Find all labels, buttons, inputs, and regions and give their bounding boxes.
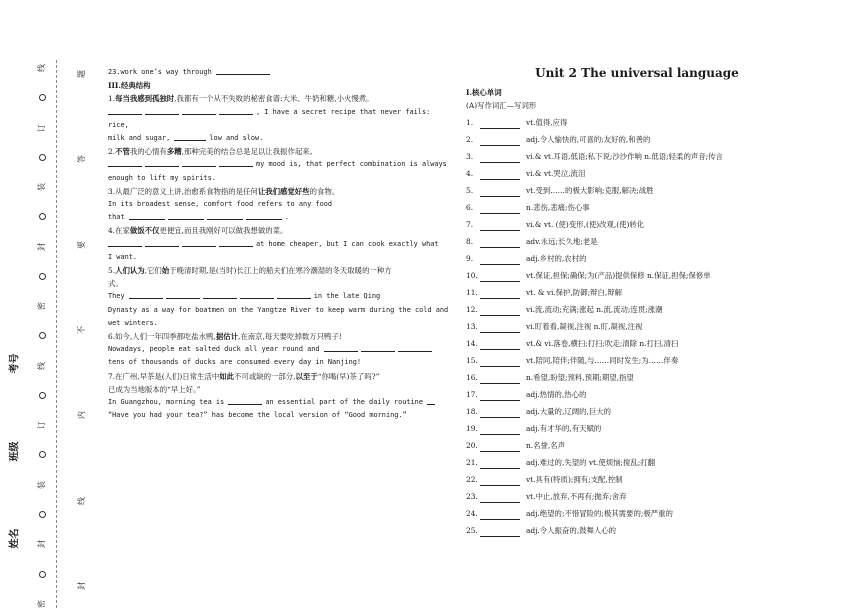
vocab-number: 21. [466, 458, 478, 468]
name-label: 姓名 [9, 528, 21, 549]
seal-char: 线 [37, 361, 46, 370]
vocab-row [466, 265, 800, 282]
answer-blank[interactable] [480, 120, 520, 129]
answer-blank[interactable] [480, 137, 520, 146]
sentence-3-en: In its broadest sense, comfort food refers to any food [108, 200, 333, 209]
vocab-row [466, 231, 800, 248]
vocab-number: 12. [466, 305, 478, 315]
vocab-row [466, 248, 800, 265]
answer-blank[interactable] [129, 211, 165, 220]
sentence-4-en: at home cheaper, but I can cook exactly what [108, 238, 454, 251]
vocab-number: 8. [466, 237, 474, 247]
vocab-number: 7. [466, 220, 474, 230]
binding-circle [39, 154, 46, 161]
vocab-definition: adj.令人振奋的,鼓舞人心的 [526, 526, 617, 536]
vocab-number: 19. [466, 424, 478, 434]
vocab-definition: adj.绝望的;不惜冒险的;极其需要的;极严重的 [526, 509, 673, 519]
sentence-3-cn: 3.从最广泛的意义上讲,治愈系食物指的是任何让我们感觉好些的食物。 [108, 186, 340, 196]
answer-blank[interactable] [480, 528, 520, 537]
vocab-definition: n.悲伤,悲痛;伤心事 [526, 203, 590, 213]
seal-char: 订 [37, 421, 46, 430]
answer-blank[interactable] [219, 238, 253, 247]
answer-blank[interactable] [480, 205, 520, 214]
vocab-definition: adj.乡村的,农村的 [526, 254, 587, 264]
vocab-definition: vt.具有(特质);拥有;支配,控制 [526, 475, 623, 485]
sentence-6-cn: 6.如今,人们一年四季都吃盐水鸭,据估计,在南京,每天要吃掉数万只鸭子! [108, 332, 342, 342]
vocab-row [466, 180, 800, 197]
vocab-number: 23. [466, 492, 478, 502]
seal-char: 封 [37, 540, 46, 549]
sentence-6-en-cont: tens of thousands of ducks are consumed every day in Nanjing! [108, 358, 362, 367]
sentence-7-cn: 7.在广州,早茶是(人们)日常生活中如此不可或缺的一部分,以至于“你喝(早)茶了吗?” [108, 371, 380, 381]
vocab-row [466, 384, 800, 401]
vocab-number: 13. [466, 322, 478, 332]
vocab-subheading: (A)写作词汇—写词形 [466, 101, 537, 111]
vocab-row [466, 503, 800, 520]
right-column [466, 64, 800, 537]
sentence-5-cn-cont: 式。 [108, 279, 123, 289]
vocab-row [466, 452, 800, 469]
answer-blank[interactable] [145, 158, 179, 167]
answer-blank[interactable] [480, 409, 520, 418]
vocab-number: 3. [466, 152, 474, 162]
vocab-definition: vt.陪同,陪伴;伴随,与……同时发生;为……伴奏 [526, 356, 679, 366]
answer-blank[interactable] [480, 375, 520, 384]
sentence-4-en-cont: I want. [108, 252, 138, 261]
binding-circle [39, 94, 46, 101]
answer-blank[interactable] [480, 426, 520, 435]
binding-circle [39, 273, 46, 280]
seal-dashed-line [56, 60, 57, 608]
sentence-3-en-cont: that . [108, 213, 289, 222]
answer-blank[interactable] [480, 307, 520, 316]
student-info [2, 353, 24, 549]
section-heading: III.经典结构 [108, 81, 151, 91]
seal-char: 密 [37, 599, 46, 608]
vocab-number: 25. [466, 526, 478, 536]
sentence-1-en-cont: milk and sugar, low and slow. [108, 134, 264, 143]
answer-blank[interactable] [427, 396, 435, 405]
vocab-definition: adj.令人愉快的,可喜的;友好的,和善的 [526, 135, 651, 145]
vocab-definition: n.名誉,名声 [526, 441, 566, 451]
sentence-2-en: my mood is, that perfect combination is always [108, 158, 454, 171]
vocab-definition: vi.& vt.耳语,低语;私下说;沙沙作响 n.低语;轻柔的声音;传言 [526, 152, 723, 162]
seal-char: 线 [37, 64, 46, 72]
vocab-row [466, 197, 800, 214]
notice-char: 要 [77, 240, 86, 249]
vocab-number: 24. [466, 509, 478, 519]
vocab-definition: adj.有才华的,有天赋的 [526, 424, 602, 434]
answer-blank[interactable] [129, 290, 163, 299]
binding-circle [39, 571, 46, 578]
binding-circle [39, 511, 46, 518]
vocab-definition: vt.保证,担保;确保;为(产品)提供保修 n.保证,担保;保修单 [526, 271, 711, 281]
answer-blank[interactable] [480, 188, 520, 197]
answer-blank[interactable] [480, 358, 520, 367]
sentence-7-en-cont: “Have you had your tea?” has become the local version of “Good morning.” [108, 411, 407, 420]
answer-blank[interactable] [219, 158, 253, 167]
seal-char: 封 [37, 242, 46, 251]
vocab-number: 15. [466, 356, 478, 366]
notice-char: 题 [77, 70, 86, 78]
answer-blank[interactable] [480, 477, 520, 486]
vocab-row [466, 299, 800, 316]
vocab-definition: adv.永远;长久地;老是 [526, 237, 598, 247]
binding-circle [39, 332, 46, 339]
vocab-definition: adj.大量的,辽阔的,巨大的 [526, 407, 611, 417]
vocab-row [466, 282, 800, 299]
sentence-7-cn-cont: 已成为当地版本的“早上好。” [108, 384, 201, 394]
vocab-number: 9. [466, 254, 474, 264]
sentence-5-en: They in the late Qing [108, 292, 381, 301]
vocab-number: 16. [466, 373, 478, 383]
answer-blank[interactable] [240, 290, 274, 299]
answer-blank[interactable] [219, 106, 253, 115]
notice-char: 线 [77, 496, 86, 505]
vocab-row [466, 316, 800, 333]
binding-circle [39, 392, 46, 399]
vocab-definition: vi.盯着看,凝视,注视 n.盯,凝视,注视 [526, 322, 643, 332]
answer-blank[interactable] [480, 460, 520, 469]
answer-blank[interactable] [480, 392, 520, 401]
answer-blank[interactable] [277, 290, 311, 299]
answer-blank[interactable] [480, 494, 520, 503]
answer-blank[interactable] [480, 341, 520, 350]
sentence-6-en: Nowadays, people eat salted duck all year round and [108, 343, 454, 356]
vocab-row [466, 129, 800, 146]
answer-blank[interactable] [145, 106, 179, 115]
vocab-number: 20. [466, 441, 478, 451]
notice-char: 封 [77, 581, 86, 590]
vocab-row [466, 350, 800, 367]
seal-char: 装 [37, 183, 46, 192]
answer-blank[interactable] [480, 222, 520, 231]
vocab-definition: adj.难过的,失望的 vt.使烦恼;搅乱;打翻 [526, 458, 656, 468]
vocab-row [466, 214, 800, 231]
vocab-number: 14. [466, 339, 478, 349]
sentence-5-en-end: wet winters. [108, 318, 158, 327]
binding-circle [39, 213, 46, 220]
vocab-row [466, 146, 800, 163]
sentence-1-cn: 1.每当我感到孤独时,我都有一个从不失败的秘密食谱:大米、牛奶和糖,小火慢煮。 [108, 94, 374, 104]
answer-blank[interactable] [324, 343, 358, 352]
vocab-definition: vt. & vi.保护,防御;辩白,辩解 [526, 288, 622, 298]
binding-margin [0, 0, 100, 608]
vocab-number: 5. [466, 186, 474, 196]
binding-circle [39, 451, 46, 458]
sentence-1-en: , I have a secret recipe that never fails: rice, [108, 107, 431, 129]
vocab-number: 10. [466, 271, 478, 281]
vocab-definition: vt.中止,放弃,不再有;抛弃;舍弃 [526, 492, 627, 502]
vocab-row [466, 486, 800, 503]
answer-blank[interactable] [246, 211, 282, 220]
answer-blank[interactable] [145, 238, 179, 247]
left-column [108, 66, 454, 422]
vocab-definition: vi.& vt.哭泣,流泪 [526, 169, 586, 179]
vocab-number: 1. [466, 118, 474, 128]
vocab-definition: vi.流,流动;充满;涨起 n.流,流动;连贯;涨潮 [526, 305, 663, 315]
seal-line-text [34, 64, 50, 608]
answer-blank[interactable] [182, 158, 216, 167]
vocab-number: 6. [466, 203, 474, 213]
vocab-number: 18. [466, 407, 478, 417]
notice-char: 不 [77, 325, 86, 334]
sentence-5-cn: 5.人们认为,它们始于晚清时期,是(当时)长江上的船夫们在寒冷潮湿的冬天取暖的一种方 [108, 266, 392, 276]
answer-blank[interactable] [168, 211, 204, 220]
exam-number-label: 考号 [9, 353, 21, 374]
answer-blank[interactable] [361, 343, 395, 352]
vocab-number: 22. [466, 475, 478, 485]
sentence-2-en-cont: enough to lift my spirits. [108, 173, 216, 182]
item-23: 23.work one’s way through [108, 66, 454, 79]
answer-blank[interactable] [480, 239, 520, 248]
vocab-definition: vi.& vt. (使)变形,(使)改观,(使)转化 [526, 220, 645, 230]
answer-blank[interactable] [182, 106, 216, 115]
answer-blank[interactable] [480, 171, 520, 180]
notice-char: 答 [77, 155, 86, 164]
answer-blank[interactable] [480, 256, 520, 265]
vocab-definition: n.希望,盼望;预料,预期;期望,指望 [526, 373, 634, 383]
answer-blank[interactable] [203, 290, 237, 299]
answer-blank[interactable] [174, 132, 206, 141]
answer-blank[interactable] [480, 324, 520, 333]
vocab-row [466, 401, 800, 418]
answer-blank[interactable] [480, 290, 520, 299]
vocab-row [466, 435, 800, 452]
vocab-definition: vt.值得,应得 [526, 118, 568, 128]
answer-blank[interactable] [228, 396, 262, 405]
answer-blank[interactable] [480, 443, 520, 452]
notice-char: 内 [77, 411, 86, 420]
answer-blank[interactable] [398, 343, 432, 352]
vocab-definition: vt.受到……的极大影响;克服,解决;战胜 [526, 186, 654, 196]
vocab-row [466, 333, 800, 350]
seal-char: 密 [37, 302, 46, 311]
seal-char: 装 [37, 480, 46, 489]
answer-blank[interactable] [166, 290, 200, 299]
sentence-2-cn: 2.不管我的心情有多糟,那种完美的结合总是足以让我振作起来。 [108, 147, 318, 157]
vocab-number: 17. [466, 390, 478, 400]
answer-blank[interactable] [480, 511, 520, 520]
core-words-heading: Ⅰ.核心单词 [466, 88, 502, 97]
sentence-4-cn: 4.在家做饭不仅更便宜,而且我刚好可以做我想做的菜。 [108, 226, 288, 236]
vocab-row [466, 112, 800, 129]
answer-blank[interactable] [480, 273, 520, 282]
sentence-7-en: In Guangzhou, morning tea is an essential part of the daily routine [108, 396, 454, 409]
unit-title: Unit 2 The universal language [535, 66, 739, 80]
vocab-list [466, 112, 800, 537]
vocab-row [466, 520, 800, 537]
vocab-definition: vt.& vi.落卷,横扫;打扫;吹走;清除 n.打扫,清扫 [526, 339, 679, 349]
answer-blank[interactable] [207, 211, 243, 220]
seal-char: 订 [37, 123, 46, 132]
answer-blank[interactable] [480, 154, 520, 163]
no-answer-notice [76, 70, 88, 590]
answer-blank[interactable] [108, 158, 142, 167]
class-label: 班级 [9, 441, 21, 461]
answer-blank[interactable] [216, 66, 270, 75]
vocab-definition: adj.热情的,热心的 [526, 390, 587, 400]
vocab-row [466, 163, 800, 180]
vocab-row [466, 367, 800, 384]
vocab-number: 11. [466, 288, 478, 298]
answer-blank[interactable] [182, 238, 216, 247]
vocab-row [466, 469, 800, 486]
vocab-row [466, 418, 800, 435]
vocab-number: 2. [466, 135, 474, 145]
answer-blank[interactable] [108, 238, 142, 247]
answer-blank[interactable] [108, 106, 142, 115]
sentence-5-en-cont: Dynasty as a way for boatmen on the Yangtze River to keep warm during the cold and [108, 305, 449, 314]
vocab-number: 4. [466, 169, 474, 179]
